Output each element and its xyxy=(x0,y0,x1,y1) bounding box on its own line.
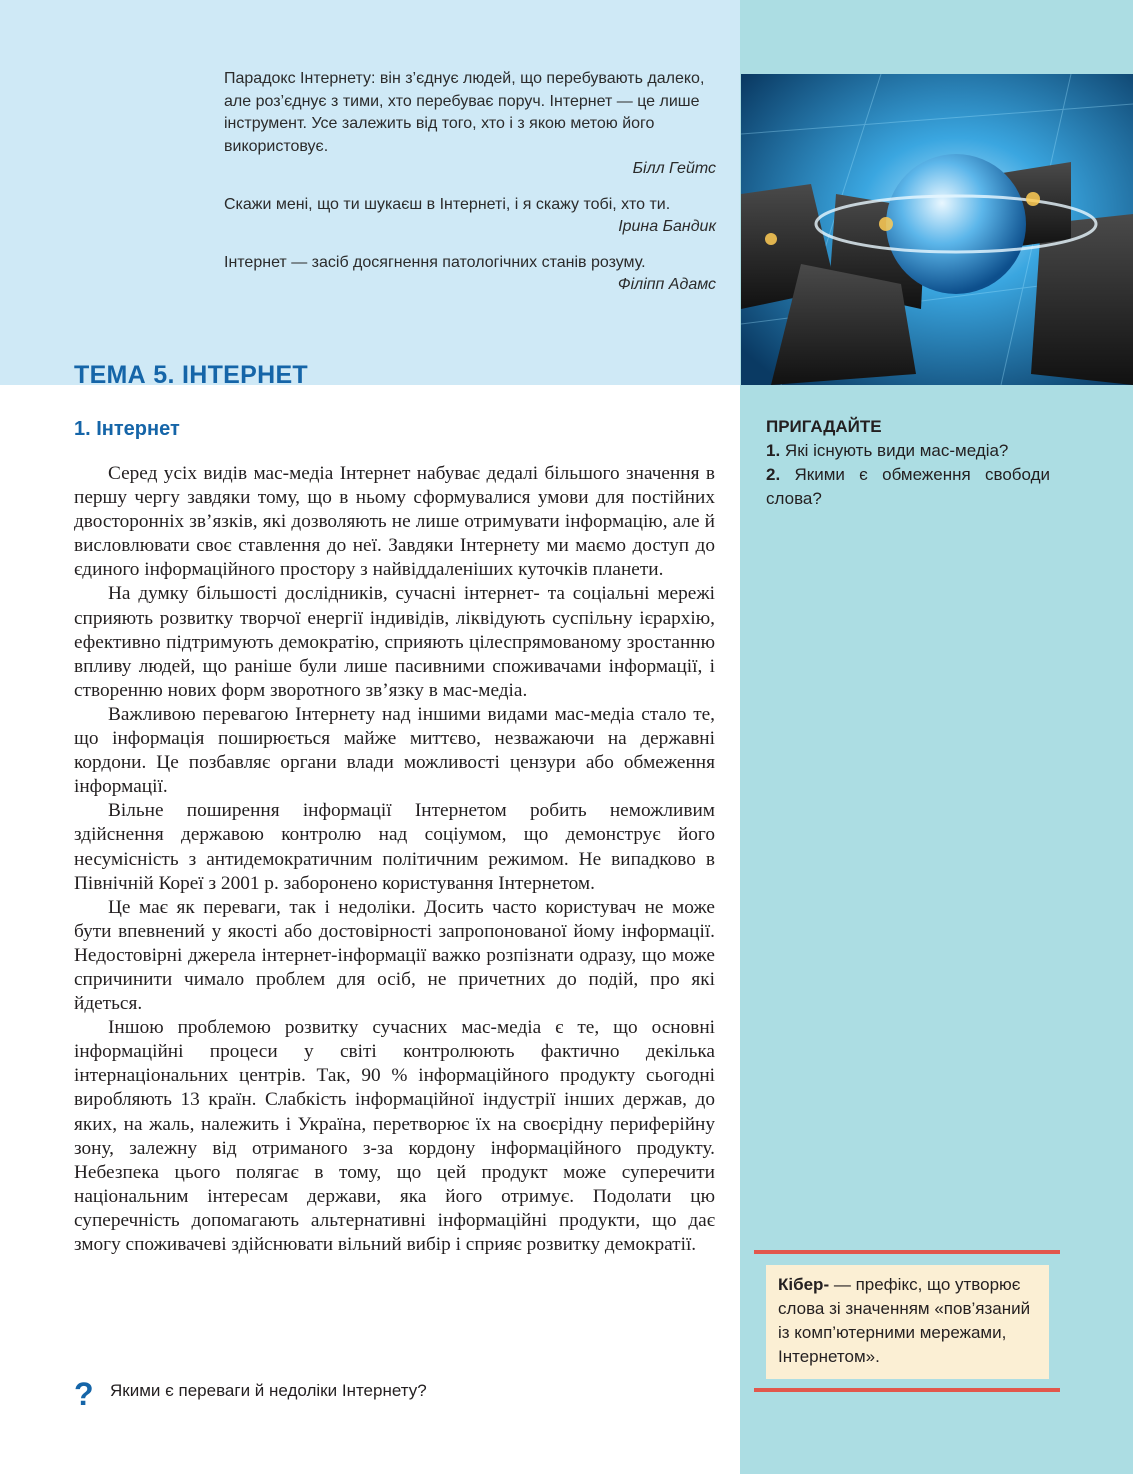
review-question xyxy=(74,1376,714,1412)
definition-text xyxy=(778,1273,1037,1369)
remember-item xyxy=(766,463,1050,511)
paragraph: Це має як переваги, так і недоліки. Досить часто користувач не може бути впевнений у якості або достовірності запропонованої йому інформації. Недостовірні джерела інтернет-інформації важко розпізнати одразу, що може спричинити чимало проблем для осіб, не причетних до подій, про які йдеться. xyxy=(74,896,715,1015)
topic-title: ТЕМА 5. ІНТЕРНЕТ xyxy=(74,361,308,389)
question-mark-icon: ? xyxy=(74,1376,94,1412)
section-title: 1. Інтернет xyxy=(74,418,180,440)
remember-item-number: 1. xyxy=(766,441,781,460)
paragraph: Іншою проблемою розвитку сучасних мас-медіа є те, що основні інформаційні процеси у світі контролюють фактично декілька інтернаціональних центрів. Так, 90 % інформаційного продукту сьогодні виробляють 13 країн. Слабкість інформаційної індустрії інших держав, до яких, на жаль, належить і Україна, перетворює їх на своєрідну периферійну зону, залежну від отриманого з-за кордону інформаційного продукту. Небезпека цього полягає в тому, що цей продукт може суперечити національним інтересам держави, яка його отримує. Подолати цю суперечність допомагають альтернативні інформаційні продукти, що дає змогу споживачеві здійснювати вільний вибір і сприяє розвитку демократії. xyxy=(74,1017,715,1255)
quote-author: Ірина Бандик xyxy=(618,218,716,235)
remember-title: ПРИГАДАЙТЕ xyxy=(766,417,882,436)
quote-author: Філіпп Адамс xyxy=(617,276,716,293)
definition-term: Кібер- xyxy=(778,1275,830,1294)
definition-box xyxy=(766,1265,1049,1379)
definition-top-rule xyxy=(754,1250,1060,1254)
quote-text: Парадокс Інтернету: він з’єднує людей, що перебувають далеко, але роз’єднує з тими, хто перебуває поруч. Інтернет — це лише інструмент. Усе залежить від того, хто і з якою метою його використовує. xyxy=(224,70,705,155)
remember-item xyxy=(766,439,1050,463)
paragraph: На думку більшості дослідників, сучасні інтернет- та соціальні мережі сприяють розвитку творчої енергії індивідів, ліквідують суспільну ієрархію, ефективно підтримують демократію, сприяють цілеспрямованому зростанню впливу людей, що раніше були лише пасивними споживачами інформації, і створенню нових форм зворотного зв’язку в мас-медіа. xyxy=(74,583,715,701)
quote-author: Білл Гейтс xyxy=(632,160,716,177)
definition-body: — префікс, що утворює слова зі значенням «пов’язаний із комп’ютерними мережами, Інтернетом». xyxy=(778,1275,1031,1366)
epigraph-quotes xyxy=(224,68,716,297)
question-text: Якими є переваги й недоліки Інтернету? xyxy=(110,1381,427,1400)
quote-text: Скажи мені, що ти шукаєш в Інтернеті, і я скажу тобі, хто ти. xyxy=(224,195,671,213)
remember-item-text: Які існують види мас-медіа? xyxy=(784,441,1009,460)
main-text xyxy=(74,462,715,1257)
remember-item-number: 2. xyxy=(766,465,781,484)
paragraph: Серед усіх видів мас-медіа Інтернет набуває дедалі більшого значення в першу чергу завдяки тому, що в ньому сформувалися умови для постійних двосторонніх зв’язків, які дозволяють не лише отримувати інформацію, але й висловлювати своє ставлення до неї. Завдяки Інтернету ми маємо доступ до єдиного інформаційного простору з найвіддаленіших куточків планети. xyxy=(74,463,715,581)
internet-globe-photo xyxy=(741,74,1133,385)
quote-text: Інтернет — засіб досягнення патологічних станів розуму. xyxy=(224,253,646,271)
paragraph: Важливою перевагою Інтернету над іншими видами мас-медіа стало те, що інформація поширюється майже миттєво, незважаючи на державні кордони. Це позбавляє органи влади можливості цензури або обмеження інформації. xyxy=(74,703,715,798)
definition-bottom-rule xyxy=(754,1388,1060,1392)
remember-item-text: Якими є обмеження свободи слова? xyxy=(766,465,1051,508)
remember-box xyxy=(766,415,1050,511)
paragraph: Вільне поширення інформації Інтернетом робить неможливим здійснення державою контролю над соціумом, що демонструє його несумісність з антидемократичним політичним режимом. Не випадково в Північній Кореї з 2001 р. заборонено користування Інтернетом. xyxy=(74,800,715,894)
